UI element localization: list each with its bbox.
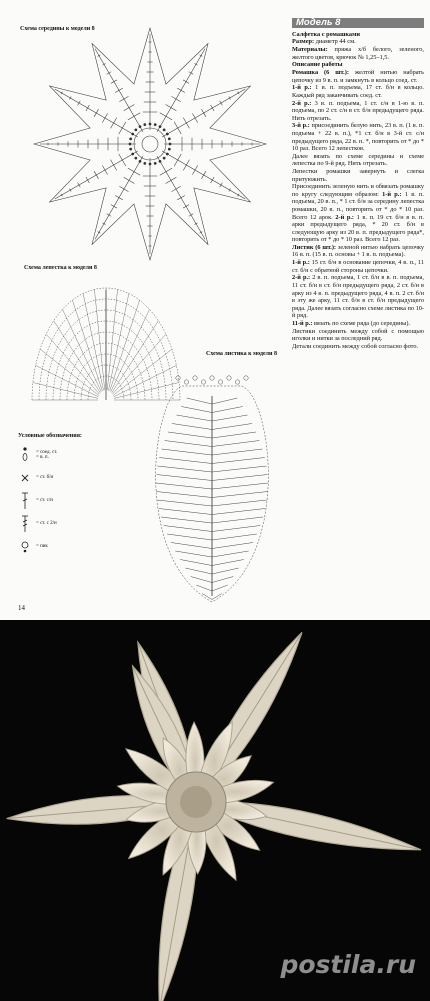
stitch-dot (149, 123, 151, 125)
stitch-dot (166, 153, 168, 155)
petal-spine (55, 89, 138, 137)
leaf-picot (193, 376, 197, 380)
leaf-vein (156, 483, 212, 489)
leaf-vein (212, 475, 268, 481)
stitch-dot (144, 162, 146, 164)
stitch-dot (144, 124, 146, 126)
paragraph: зеленой нитью набрать цепочку 16 в. п. (15 в. п. основы + 1 в. п. подъема). (292, 243, 424, 259)
paragraph-label: Листик (6 шт.): (292, 243, 337, 251)
leaf-vein (212, 543, 253, 549)
paragraph: Лепестки ромашки завернуть и слегка притуюжить. (292, 168, 424, 183)
center-star-diagram (18, 22, 282, 272)
leaf-vein (168, 432, 212, 438)
stitch-dot (130, 138, 132, 140)
leaf-vein (172, 424, 212, 430)
leaf-vein (180, 560, 212, 566)
leaf-vein (212, 568, 239, 574)
page-number: 14 (18, 604, 25, 612)
petal-stitch (33, 382, 98, 398)
stitch-dot (149, 163, 151, 165)
leaf-vein (212, 458, 265, 464)
stitch-dot (163, 129, 165, 131)
watermark: postila.ru (280, 950, 416, 979)
paragraph: присоединить белую нить, 23 в. п. (1 в. п. подъема + 22 в. п.), *1 ст. б/н в 3-й ст. с/н предыдущего ряда, 22 в. п. *, повторить от * до * 10 раз. Всего 12 лепестков. (292, 122, 424, 153)
stitch-dot (169, 143, 171, 145)
leaf-vein (159, 509, 212, 515)
leaf-vein (159, 458, 212, 464)
leaf-vein (161, 517, 212, 523)
paragraph: 3 в. п. подъема, 1 ст. с/н в 1-ю в. п. подъема, по 2 ст. с/н в ст. б/н предыдущего ряда. Нить отрезать. (292, 99, 425, 122)
petal-stitch (46, 334, 99, 394)
leaf-vein (157, 466, 212, 472)
model-header: Модель 8 (292, 18, 424, 28)
petal-scheme-caption: Схема лепестка к модели 8 (24, 265, 97, 271)
stitch-dot (159, 160, 161, 162)
paragraph-label: 1-й р.: (292, 259, 310, 267)
leaf-vein (212, 432, 256, 438)
stitch-dot (154, 162, 156, 164)
petal-spine (157, 156, 205, 239)
leaf-vein (185, 568, 212, 574)
leaf-vein (156, 475, 212, 481)
leaf-vein (157, 500, 212, 506)
instructions-column (292, 18, 424, 351)
stitch-dot (159, 126, 161, 128)
leaf-vein (212, 526, 260, 532)
leaf-vein (171, 543, 212, 549)
stitch-dot (139, 126, 141, 128)
paragraph-label: 2-й р.: (292, 274, 311, 282)
leaf-picot (184, 380, 188, 384)
leaf-picot (235, 380, 239, 384)
paragraph: 15 ст. б/н в основание цепочки, 4 в. п., 11 ст. б/н с обратной стороны цепочки. (292, 259, 424, 274)
petal-spine (162, 89, 245, 137)
paragraph-label: 1-й р.: (382, 190, 402, 198)
leaf-picot (201, 380, 205, 384)
leaf-picot (218, 380, 222, 384)
leaf-vein (176, 415, 212, 421)
paragraph-label: 3-й р.: (292, 122, 310, 130)
leaf-picot (210, 376, 214, 380)
legend-label: = пик (36, 544, 48, 549)
legend-row (18, 512, 98, 535)
leaf-vein (212, 585, 228, 591)
stitch-dot (163, 157, 165, 159)
slip-stitch-chain-icon (18, 446, 32, 464)
materials-value: пряжа х/б белого, зеленого, желтого цветов, крючок № 1,25–1,5. (292, 46, 424, 61)
paragraph: желтой нитью набрать цепочку из 9 в. п. и замкнуть в кольцо соед. ст. (292, 69, 424, 84)
leaf-vein (187, 398, 212, 404)
doily-title: Салфетка с ромашками (292, 30, 360, 38)
petal-spine (157, 49, 205, 132)
leaf-vein (212, 398, 237, 404)
stitch-dot (135, 129, 137, 131)
materials-label: Материалы: (292, 46, 328, 54)
description-title: Описание работы (292, 61, 343, 69)
leaf-vein (164, 526, 212, 532)
leaf-diagram (140, 358, 280, 608)
leaf-vein (175, 551, 212, 557)
treble-icon (18, 514, 32, 534)
leaf-vein (212, 509, 265, 515)
center-ring (134, 128, 166, 160)
legend-label: = ст. с/н (36, 498, 53, 503)
leaf-scheme-caption: Схема листика к модели 8 (206, 351, 277, 357)
legend-row (18, 489, 98, 512)
stitch-dot (135, 157, 137, 159)
paragraph: 1 в. п. 19 ст. б/н в в. п. арки предыдущего ряда, * 20 ст. б/н в следующую арку из 20 в. п. предыдущего ряда*, повторить от * до * 10 раз. Всего 12 раз. (292, 213, 424, 244)
stitch-dot (130, 148, 132, 150)
petal-spine (95, 49, 143, 132)
flower-core (180, 786, 212, 818)
petal-stitch (63, 309, 102, 392)
leaf-picot (227, 376, 231, 380)
paragraph: Далее вязать по схеме середины и схеме лепестка по 9-й ряд. Нить отрезать. (292, 152, 424, 168)
leaf-vein (156, 492, 212, 498)
size-label: Размер: (292, 38, 315, 46)
leaf-vein (212, 500, 267, 506)
petal-stitch (54, 321, 101, 393)
paragraph-label: 2-й р.: (292, 99, 312, 107)
paragraph: 1 в. п. подъема, 20 в. п., * 1 ст. б/н за середину лепестка ромашки, 20 в. п., повторить от * до * 10 раз. Всего 12 арок. (292, 190, 424, 221)
single-crochet-icon (18, 471, 32, 485)
petal-spine (162, 151, 245, 199)
leaf-vein (212, 466, 267, 472)
leaf-picot (176, 376, 180, 380)
petal-spine (55, 151, 138, 199)
petal-stitch (36, 365, 99, 397)
leaf-vein (212, 483, 268, 489)
legend (18, 433, 98, 558)
stitch-dot (132, 133, 134, 135)
legend-label: = ст. б/н (36, 475, 54, 480)
center-ring (142, 136, 158, 152)
leaf-picot (244, 376, 248, 380)
picot-icon (18, 540, 32, 554)
size-value: диаметр 44 см. (314, 38, 356, 46)
stitch-dot (139, 160, 141, 162)
paragraph: Листики соединить между собой с помощью иголки и нитки за последний ряд. (292, 327, 424, 343)
doily-photo (0, 620, 430, 1001)
paragraph: Присоединить зеленую нить и обвязать ромашку по кругу следующим образом: (292, 183, 424, 198)
leaf-vein (212, 577, 233, 583)
stitch-dot (166, 133, 168, 135)
leaf-vein (212, 560, 244, 566)
center-scheme-caption: Схема середины к модели 8 (20, 26, 95, 32)
legend-label: = соед. ст. = в. п. (36, 449, 58, 460)
leaf-vein (164, 441, 212, 447)
leaf-vein (162, 449, 212, 455)
leaf-vein (212, 517, 263, 523)
leaf-vein (181, 407, 212, 413)
leaf-vein (212, 492, 268, 498)
petal-spine (95, 156, 143, 239)
legend-title: Условные обозначения: (18, 433, 82, 439)
paragraph: 2 в. п. подъема, 1 ст. б/н в в. п. подъема, 11 ст. б/н в ст. б/н предыдущего ряда, 2 ст. б/н в арку из 4 в. п. предыдущего ряда, 4 в. п. 2 ст. б/н в эту же арку, 11 ст. б/н в ст. б/н предыдущего ряда. Далее вязать согласно схеме листика по 10-й ряд. (292, 274, 424, 320)
paragraph: Детали соединить между собой согласно фото. (292, 342, 419, 350)
paragraph: 1 в. п. подъема, 17 ст. б/н в кольцо. Каждый ряд заканчивать соед. ст. (292, 84, 424, 99)
paragraph-label: 1-й р.: (292, 84, 312, 92)
leaf-vein (167, 534, 212, 540)
legend-row (18, 535, 98, 558)
stitch-dot (129, 143, 131, 145)
paragraph-label: 11-й р.: (292, 319, 313, 327)
leaf-vein (212, 441, 260, 447)
legend-label: = ст. с 2/н (36, 521, 57, 526)
paragraph: вязать по схеме ряда (до середины). (312, 319, 411, 327)
leaf-vein (212, 449, 262, 455)
leaf-vein (212, 415, 248, 421)
leaf-vein (212, 407, 243, 413)
leaf-vein (196, 585, 212, 591)
doily-illustration (0, 620, 430, 1001)
half-double-icon (18, 491, 32, 511)
stitch-dot (154, 124, 156, 126)
stitch-dot (168, 148, 170, 150)
petal-stitch (94, 289, 104, 390)
stitch-dot (132, 153, 134, 155)
leaf-vein (191, 577, 212, 583)
legend-row (18, 466, 98, 489)
leaf-vein (212, 534, 257, 540)
stitch-dot (168, 138, 170, 140)
leaf-vein (202, 594, 212, 600)
leaf-vein (212, 551, 249, 557)
leaf-vein (212, 424, 252, 430)
legend-row (18, 443, 98, 466)
paragraph-label: Ромашка (6 шт.): (292, 69, 349, 77)
petal-stitch (107, 289, 117, 390)
paragraph-label: 2-й р.: (335, 213, 355, 221)
